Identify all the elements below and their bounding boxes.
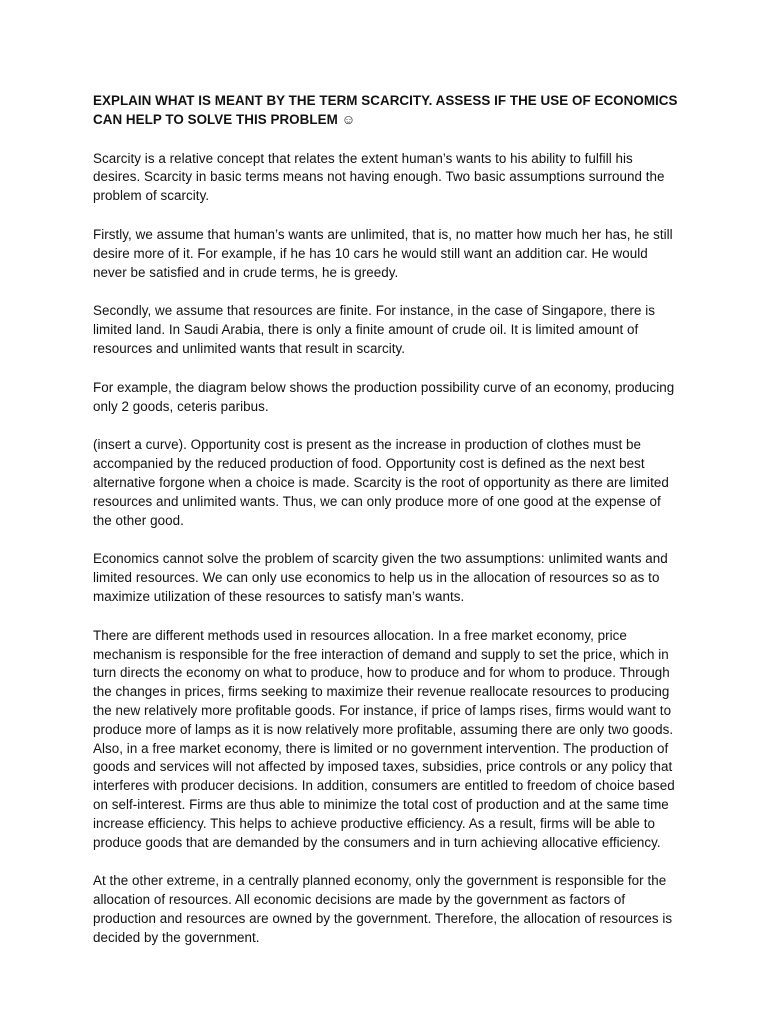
paragraph-opportunity-cost: (insert a curve). Opportunity cost is present as the increase in production of clothes must be accompanied by the reduced production of food. Opportunity cost is defined as the next best alternative forgone when a choice is made. Scarcity is the root of opportunity as there are limited resources and unlimited wants. Thus, we can only produce more of one good at the expense of the other good. bbox=[93, 437, 669, 528]
smiley-icon: ☺ bbox=[341, 111, 356, 127]
document-page bbox=[93, 92, 683, 967]
paragraph-finite-resources: Secondly, we assume that resources are finite. For instance, in the case of Singapore, there is limited land. In Saudi Arabia, there is only a finite amount of crude oil. It is limited amount of resources and unlimited wants that result in scarcity. bbox=[93, 303, 655, 356]
paragraph-unlimited-wants: Firstly, we assume that human’s wants are unlimited, that is, no matter how much her has, he still desire more of it. For example, if he has 10 cars he would still want an addition car. He would never be satisfied and in crude terms, he is greedy. bbox=[93, 226, 673, 280]
essay-question-heading bbox=[93, 92, 683, 130]
paragraph-ppc-intro: For example, the diagram below shows the production possibility curve of an economy, producing only 2 goods, ceteris paribus. bbox=[93, 379, 675, 414]
paragraph-scarcity-definition: Scarcity is a relative concept that relates the extent human’s wants to his ability to fulfill his desires. Scarcity in basic terms means not having enough. Two basic assumptions surround the problem of scarcity. bbox=[93, 150, 665, 204]
paragraph-free-market: There are different methods used in resources allocation. In a free market economy, price mechanism is responsible for the free interaction of demand and supply to set the price, which in turn directs the economy on what to produce, how to produce and for whom to produce. Through the changes in prices, firms seeking to maximize their revenue reallocate resources to producing the new relatively more profitable goods. For instance, if price of lamps rises, firms would want to produce more of lamps as it is now relatively more profitable, assuming there are only two goods. Also, in a free market economy, there is limited or no government intervention. The production of goods and services will not affected by imposed taxes, subsidies, price controls or any policy that interferes with producer decisions. In addition, consumers are entitled to freedom of choice based on self-interest. Firms are thus able to minimize the total cost of production and at the same time increase efficiency. This helps to achieve productive efficiency. As a result, firms will be able to produce goods that are demanded by the consumers and in turn achieving allocative efficiency. bbox=[93, 627, 675, 850]
paragraph-economics-role: Economics cannot solve the problem of scarcity given the two assumptions: unlimited wants and limited resources. We can only use economics to help us in the allocation of resources so as to maximize utilization of these resources to satisfy man’s wants. bbox=[93, 551, 668, 604]
paragraph-planned-economy: At the other extreme, in a centrally planned economy, only the government is responsible for the allocation of resources. All economic decisions are made by the government as factors of production and resources are owned by the government. Therefore, the allocation of resources is decided by the government. bbox=[93, 873, 673, 945]
heading-text: EXPLAIN WHAT IS MEANT BY THE TERM SCARCITY. ASSESS IF THE USE OF ECONOMICS CAN HELP TO SOLVE THIS PROBLEM bbox=[93, 93, 678, 127]
